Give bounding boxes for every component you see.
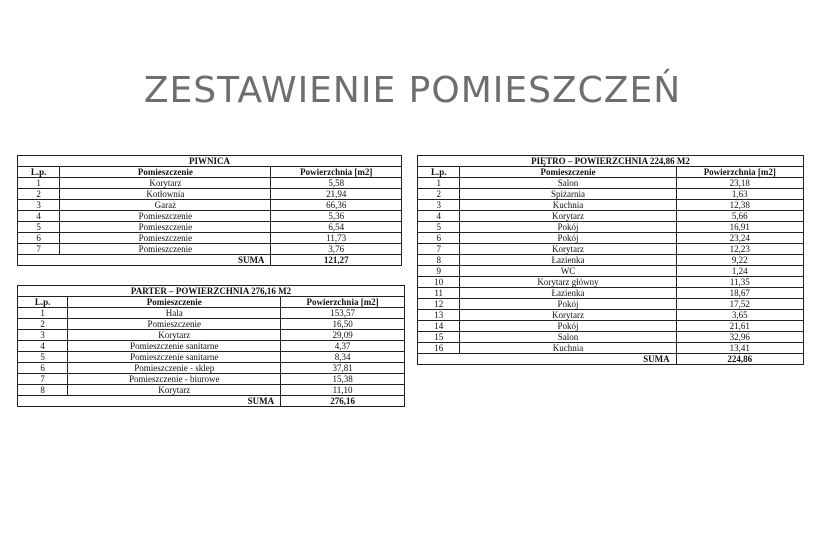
- cell-lp: 3: [18, 200, 60, 211]
- cell-area: 6,54: [271, 222, 402, 233]
- cell-lp: 5: [18, 222, 60, 233]
- sum-value: 224,86: [676, 354, 803, 365]
- cell-lp: 10: [418, 277, 460, 288]
- table-row: [418, 288, 804, 299]
- cell-lp: 1: [18, 178, 60, 189]
- cell-area: 11,10: [281, 385, 405, 396]
- cell-area: 3,65: [676, 310, 803, 321]
- col-header-room: Pomieszczenie: [68, 297, 281, 308]
- cell-area: 17,52: [676, 299, 803, 310]
- cell-room: Kuchnia: [460, 200, 676, 211]
- table-title: PIĘTRO – POWIERZCHNIA 224,86 M2: [418, 156, 804, 167]
- cell-room: Pokój: [460, 299, 676, 310]
- col-header-area: Powierzchnia [m2]: [676, 167, 803, 178]
- cell-room: Salon: [460, 178, 676, 189]
- cell-room: Łazienka: [460, 255, 676, 266]
- table-row: [418, 255, 804, 266]
- cell-room: Korytarz: [68, 330, 281, 341]
- cell-area: 16,50: [281, 319, 405, 330]
- table-row: [418, 200, 804, 211]
- col-header-lp: L.p.: [18, 167, 60, 178]
- cell-lp: 14: [418, 321, 460, 332]
- cell-room: Pokój: [460, 222, 676, 233]
- cell-area: 32,96: [676, 332, 803, 343]
- cell-room: Pomieszczenie: [60, 244, 271, 255]
- table-parter: [17, 285, 405, 407]
- cell-room: Korytarz główny: [460, 277, 676, 288]
- table-row: [18, 178, 402, 189]
- cell-area: 4,37: [281, 341, 405, 352]
- cell-lp: 8: [18, 385, 68, 396]
- table-row: [18, 341, 405, 352]
- table-row: [18, 308, 405, 319]
- table-row: [418, 343, 804, 354]
- cell-area: 5,36: [271, 211, 402, 222]
- table-row: [418, 266, 804, 277]
- cell-lp: 8: [418, 255, 460, 266]
- cell-room: Pokój: [460, 321, 676, 332]
- page-title: ZESTAWIENIE POMIESZCZEŃ: [143, 70, 682, 111]
- cell-room: Salon: [460, 332, 676, 343]
- table-row: [418, 189, 804, 200]
- cell-area: 3,76: [271, 244, 402, 255]
- cell-lp: 15: [418, 332, 460, 343]
- table-title-row: [18, 156, 402, 167]
- cell-area: 23,24: [676, 233, 803, 244]
- cell-lp: 5: [418, 222, 460, 233]
- cell-area: 66,36: [271, 200, 402, 211]
- cell-area: 16,91: [676, 222, 803, 233]
- table-row: [18, 319, 405, 330]
- cell-room: Garaż: [60, 200, 271, 211]
- cell-lp: 1: [418, 178, 460, 189]
- sum-row: [18, 396, 405, 407]
- table-title-row: [418, 156, 804, 167]
- cell-lp: 2: [18, 319, 68, 330]
- cell-lp: 5: [18, 352, 68, 363]
- table-title: PIWNICA: [18, 156, 402, 167]
- cell-area: 1,63: [676, 189, 803, 200]
- cell-lp: 12: [418, 299, 460, 310]
- sum-row: [418, 354, 804, 365]
- table-row: [418, 277, 804, 288]
- cell-room: Korytarz: [68, 385, 281, 396]
- cell-room: Korytarz: [60, 178, 271, 189]
- cell-area: 21,61: [676, 321, 803, 332]
- col-header-area: Powierzchnia [m2]: [271, 167, 402, 178]
- cell-area: 15,38: [281, 374, 405, 385]
- table-row: [18, 189, 402, 200]
- cell-area: 8,34: [281, 352, 405, 363]
- sum-spacer: [18, 396, 68, 407]
- cell-lp: 6: [18, 233, 60, 244]
- table-row: [418, 321, 804, 332]
- cell-room: Łazienka: [460, 288, 676, 299]
- cell-area: 12,23: [676, 244, 803, 255]
- cell-room: Korytarz: [460, 211, 676, 222]
- table-header-row: [18, 167, 402, 178]
- cell-room: Pomieszczenie sanitarne: [68, 341, 281, 352]
- sum-label: SUMA: [60, 255, 271, 266]
- table-row: [18, 330, 405, 341]
- col-header-area: Powierzchnia [m2]: [281, 297, 405, 308]
- cell-lp: 3: [18, 330, 68, 341]
- cell-area: 29,09: [281, 330, 405, 341]
- table-row: [18, 211, 402, 222]
- table-row: [418, 244, 804, 255]
- table-piwnica: [17, 155, 402, 266]
- cell-area: 11,73: [271, 233, 402, 244]
- table-row: [18, 385, 405, 396]
- cell-room: Korytarz: [460, 310, 676, 321]
- cell-lp: 2: [18, 189, 60, 200]
- sum-label: SUMA: [460, 354, 676, 365]
- table-header-row: [18, 297, 405, 308]
- table-row: [418, 222, 804, 233]
- cell-room: Pomieszczenie: [60, 211, 271, 222]
- cell-room: Pomieszczenie: [60, 233, 271, 244]
- cell-room: Kuchnia: [460, 343, 676, 354]
- table-row: [18, 374, 405, 385]
- sum-row: [18, 255, 402, 266]
- cell-area: 13,41: [676, 343, 803, 354]
- col-header-room: Pomieszczenie: [60, 167, 271, 178]
- table-row: [18, 363, 405, 374]
- cell-lp: 16: [418, 343, 460, 354]
- cell-room: Spiżarnia: [460, 189, 676, 200]
- cell-area: 5,66: [676, 211, 803, 222]
- cell-lp: 3: [418, 200, 460, 211]
- cell-area: 9,22: [676, 255, 803, 266]
- cell-lp: 7: [18, 244, 60, 255]
- table-row: [418, 332, 804, 343]
- cell-lp: 4: [418, 211, 460, 222]
- sum-spacer: [418, 354, 460, 365]
- sum-spacer: [18, 255, 60, 266]
- table-row: [418, 211, 804, 222]
- cell-lp: 13: [418, 310, 460, 321]
- cell-lp: 2: [418, 189, 460, 200]
- sum-label: SUMA: [68, 396, 281, 407]
- cell-lp: 6: [18, 363, 68, 374]
- table-title-row: [18, 286, 405, 297]
- cell-lp: 7: [418, 244, 460, 255]
- table-row: [18, 244, 402, 255]
- cell-room: Pomieszczenie sanitarne: [68, 352, 281, 363]
- cell-lp: 7: [18, 374, 68, 385]
- cell-area: 1,24: [676, 266, 803, 277]
- col-header-lp: L.p.: [18, 297, 68, 308]
- cell-room: Kotłownia: [60, 189, 271, 200]
- cell-lp: 9: [418, 266, 460, 277]
- table-row: [18, 222, 402, 233]
- sum-value: 121,27: [271, 255, 402, 266]
- cell-lp: 6: [418, 233, 460, 244]
- table-row: [418, 299, 804, 310]
- cell-room: WC: [460, 266, 676, 277]
- table-pietro: [417, 155, 804, 365]
- table-header-row: [418, 167, 804, 178]
- cell-room: Pomieszczenie: [68, 319, 281, 330]
- cell-room: Korytarz: [460, 244, 676, 255]
- cell-area: 12,38: [676, 200, 803, 211]
- cell-lp: 1: [18, 308, 68, 319]
- cell-area: 21,94: [271, 189, 402, 200]
- cell-area: 153,57: [281, 308, 405, 319]
- cell-room: Pomieszczenie - biurowe: [68, 374, 281, 385]
- table-row: [418, 233, 804, 244]
- table-row: [418, 310, 804, 321]
- cell-room: Pomieszczenie: [60, 222, 271, 233]
- cell-room: Hala: [68, 308, 281, 319]
- cell-area: 11,35: [676, 277, 803, 288]
- col-header-room: Pomieszczenie: [460, 167, 676, 178]
- cell-room: Pokój: [460, 233, 676, 244]
- cell-area: 37,81: [281, 363, 405, 374]
- cell-area: 5,58: [271, 178, 402, 189]
- cell-lp: 4: [18, 211, 60, 222]
- table-row: [18, 352, 405, 363]
- table-row: [418, 178, 804, 189]
- table-row: [18, 200, 402, 211]
- cell-lp: 4: [18, 341, 68, 352]
- cell-room: Pomieszczenie - sklep: [68, 363, 281, 374]
- cell-area: 18,67: [676, 288, 803, 299]
- cell-lp: 11: [418, 288, 460, 299]
- table-title: PARTER – POWIERZCHNIA 276,16 M2: [18, 286, 405, 297]
- sum-value: 276,16: [281, 396, 405, 407]
- col-header-lp: L.p.: [418, 167, 460, 178]
- table-row: [18, 233, 402, 244]
- cell-area: 23,18: [676, 178, 803, 189]
